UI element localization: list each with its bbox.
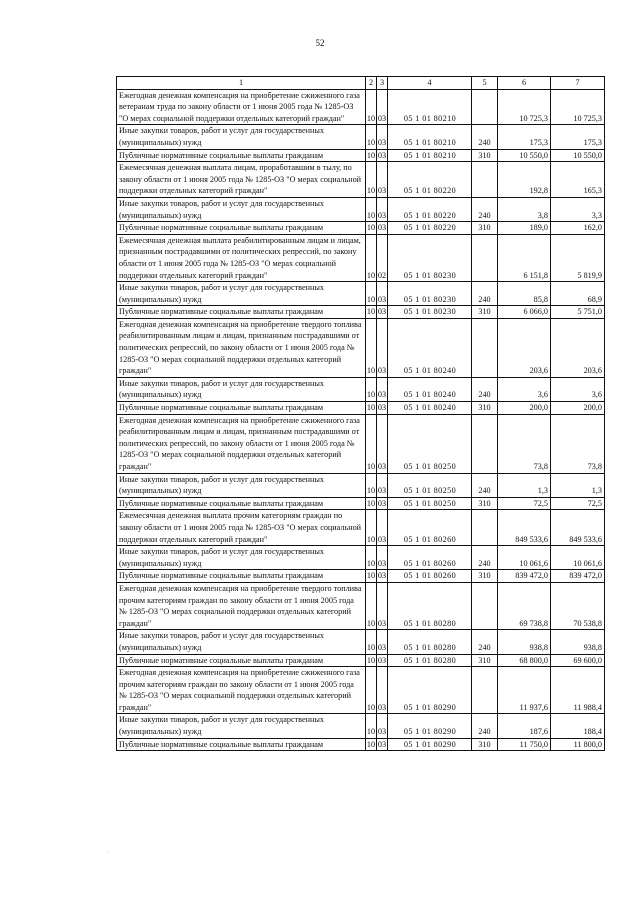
column-header: 2: [366, 77, 377, 90]
cell-target-article: 05 1 01 80250: [388, 497, 472, 510]
cell-target-article: 05 1 01 80290: [388, 738, 472, 751]
row-description: Ежемесячная денежная выплата реабилитированным лицам и лицам, признанным пострадавшими от политических репрессий, по закону области от 1 июня 2005 года № 1285-ОЗ "О мерах социальной поддержки отдельных категорий граждан": [117, 234, 366, 281]
cell-subsection: 03: [377, 149, 388, 162]
cell-amount-year1: 6 151,8: [498, 234, 551, 281]
column-header: 3: [377, 77, 388, 90]
cell-target-article: 05 1 01 80230: [388, 234, 472, 281]
cell-amount-year2: 72,5: [551, 497, 605, 510]
cell-amount-year2: 70 538,8: [551, 582, 605, 629]
cell-amount-year1: 839 472,0: [498, 570, 551, 583]
row-description: Ежемесячная денежная выплата лицам, проработавшим в тылу, по закону области от 1 июня 2005 года № 1285-ОЗ "О мерах социальной поддержки отдельных категорий граждан": [117, 162, 366, 198]
cell-expense-type: 310: [472, 497, 498, 510]
cell-expense-type: 240: [472, 714, 498, 738]
cell-section: 10: [366, 738, 377, 751]
cell-section: 10: [366, 546, 377, 570]
table-row: [117, 222, 605, 235]
cell-target-article: 05 1 01 80210: [388, 149, 472, 162]
row-description: Ежегодная денежная компенсация на приобретение твердого топлива реабилитированным лицам и лицам, признанным пострадавшими от политических репрессий, по закону области от 1 июня 2005 года № 1285-ОЗ "О мерах социальной поддержки отдельных категорий граждан": [117, 318, 366, 377]
cell-section: 10: [366, 510, 377, 546]
cell-amount-year2: 849 533,6: [551, 510, 605, 546]
cell-amount-year2: 69 600,0: [551, 654, 605, 667]
cell-section: 10: [366, 89, 377, 125]
column-header: 1: [117, 77, 366, 90]
cell-section: 10: [366, 149, 377, 162]
cell-amount-year2: 3,6: [551, 377, 605, 401]
cell-expense-type: 310: [472, 570, 498, 583]
budget-table: [116, 76, 605, 751]
table-row: [117, 89, 605, 125]
cell-section: 10: [366, 497, 377, 510]
row-description: Ежегодная денежная компенсация на приобретение сжиженного газа реабилитированным лицам и лицам, признанным пострадавшими от политических репрессий, по закону области от 1 июня 2005 года № 1285-ОЗ "О мерах социальной поддержки отдельных категорий граждан": [117, 414, 366, 473]
table-row: [117, 234, 605, 281]
cell-section: 10: [366, 582, 377, 629]
cell-expense-type: [472, 414, 498, 473]
cell-subsection: 03: [377, 197, 388, 221]
cell-target-article: 05 1 01 80250: [388, 473, 472, 497]
cell-amount-year2: 188,4: [551, 714, 605, 738]
cell-expense-type: 240: [472, 630, 498, 654]
cell-subsection: 03: [377, 402, 388, 415]
cell-section: 10: [366, 318, 377, 377]
cell-amount-year1: 6 066,0: [498, 306, 551, 319]
cell-target-article: 05 1 01 80210: [388, 89, 472, 125]
cell-subsection: 03: [377, 473, 388, 497]
table-row: [117, 306, 605, 319]
cell-subsection: 03: [377, 630, 388, 654]
cell-expense-type: 310: [472, 402, 498, 415]
cell-expense-type: 310: [472, 306, 498, 319]
cell-subsection: 03: [377, 714, 388, 738]
cell-subsection: 03: [377, 282, 388, 306]
cell-amount-year2: 3,3: [551, 197, 605, 221]
cell-amount-year1: 203,6: [498, 318, 551, 377]
cell-amount-year2: 11 800,0: [551, 738, 605, 751]
cell-subsection: 03: [377, 667, 388, 714]
row-description: Публичные нормативные социальные выплаты гражданам: [117, 654, 366, 667]
row-description: Иные закупки товаров, работ и услуг для государственных (муниципальных) нужд: [117, 546, 366, 570]
cell-amount-year2: 10 061,6: [551, 546, 605, 570]
cell-amount-year2: 200,0: [551, 402, 605, 415]
column-header: 5: [472, 77, 498, 90]
cell-target-article: 05 1 01 80230: [388, 282, 472, 306]
cell-amount-year2: 165,3: [551, 162, 605, 198]
table-row: [117, 714, 605, 738]
cell-section: 10: [366, 377, 377, 401]
cell-subsection: 03: [377, 222, 388, 235]
cell-target-article: 05 1 01 80260: [388, 570, 472, 583]
table-row: [117, 497, 605, 510]
cell-section: 10: [366, 306, 377, 319]
cell-amount-year2: 10 725,3: [551, 89, 605, 125]
table-row: [117, 162, 605, 198]
table-row: [117, 377, 605, 401]
row-description: Иные закупки товаров, работ и услуг для государственных (муниципальных) нужд: [117, 282, 366, 306]
row-description: Публичные нормативные социальные выплаты гражданам: [117, 497, 366, 510]
cell-amount-year1: 3,8: [498, 197, 551, 221]
row-description: Иные закупки товаров, работ и услуг для государственных (муниципальных) нужд: [117, 125, 366, 149]
cell-subsection: 03: [377, 89, 388, 125]
cell-target-article: 05 1 01 80240: [388, 318, 472, 377]
header-row: [117, 77, 605, 90]
cell-expense-type: [472, 89, 498, 125]
cell-target-article: 05 1 01 80290: [388, 714, 472, 738]
cell-expense-type: [472, 318, 498, 377]
row-description: Иные закупки товаров, работ и услуг для государственных (муниципальных) нужд: [117, 377, 366, 401]
row-description: Иные закупки товаров, работ и услуг для государственных (муниципальных) нужд: [117, 197, 366, 221]
cell-section: 10: [366, 197, 377, 221]
cell-target-article: 05 1 01 80280: [388, 654, 472, 667]
cell-subsection: 03: [377, 497, 388, 510]
cell-target-article: 05 1 01 80260: [388, 510, 472, 546]
cell-subsection: 03: [377, 306, 388, 319]
cell-amount-year1: 1,3: [498, 473, 551, 497]
table-row: [117, 414, 605, 473]
cell-target-article: 05 1 01 80220: [388, 222, 472, 235]
cell-amount-year1: 849 533,6: [498, 510, 551, 546]
cell-subsection: 03: [377, 414, 388, 473]
cell-target-article: 05 1 01 80230: [388, 306, 472, 319]
table-row: [117, 282, 605, 306]
cell-section: 10: [366, 414, 377, 473]
table-row: [117, 318, 605, 377]
cell-amount-year2: 11 988,4: [551, 667, 605, 714]
table-row: [117, 570, 605, 583]
cell-amount-year2: 839 472,0: [551, 570, 605, 583]
cell-section: 10: [366, 714, 377, 738]
cell-amount-year2: 203,6: [551, 318, 605, 377]
row-description: Публичные нормативные социальные выплаты гражданам: [117, 306, 366, 319]
cell-expense-type: 310: [472, 149, 498, 162]
cell-amount-year1: 189,0: [498, 222, 551, 235]
row-description: Публичные нормативные социальные выплаты гражданам: [117, 222, 366, 235]
cell-subsection: 03: [377, 570, 388, 583]
cell-expense-type: 310: [472, 222, 498, 235]
cell-expense-type: [472, 162, 498, 198]
cell-section: 10: [366, 473, 377, 497]
table-row: [117, 582, 605, 629]
cell-subsection: 02: [377, 234, 388, 281]
cell-expense-type: 240: [472, 197, 498, 221]
table-body: [117, 77, 605, 751]
table-row: [117, 197, 605, 221]
table-row: [117, 149, 605, 162]
cell-amount-year1: 69 738,8: [498, 582, 551, 629]
cell-amount-year2: 175,3: [551, 125, 605, 149]
cell-target-article: 05 1 01 80210: [388, 125, 472, 149]
row-description: Публичные нормативные социальные выплаты гражданам: [117, 402, 366, 415]
cell-target-article: 05 1 01 80280: [388, 630, 472, 654]
cell-target-article: 05 1 01 80220: [388, 197, 472, 221]
cell-amount-year2: 938,8: [551, 630, 605, 654]
cell-expense-type: [472, 582, 498, 629]
cell-subsection: 03: [377, 582, 388, 629]
cell-subsection: 03: [377, 318, 388, 377]
cell-subsection: 03: [377, 738, 388, 751]
table-row: [117, 630, 605, 654]
cell-amount-year1: 3,6: [498, 377, 551, 401]
cell-subsection: 03: [377, 546, 388, 570]
cell-amount-year2: 10 550,0: [551, 149, 605, 162]
row-description: Иные закупки товаров, работ и услуг для государственных (муниципальных) нужд: [117, 630, 366, 654]
cell-expense-type: 240: [472, 125, 498, 149]
cell-section: 10: [366, 654, 377, 667]
cell-target-article: 05 1 01 80240: [388, 377, 472, 401]
table-row: [117, 125, 605, 149]
cell-amount-year1: 68 800,0: [498, 654, 551, 667]
cell-amount-year1: 200,0: [498, 402, 551, 415]
scan-mark: ·: [106, 850, 108, 856]
cell-amount-year1: 11 750,0: [498, 738, 551, 751]
table-row: [117, 667, 605, 714]
cell-amount-year2: 5 751,0: [551, 306, 605, 319]
cell-section: 10: [366, 125, 377, 149]
cell-section: 10: [366, 667, 377, 714]
cell-expense-type: 310: [472, 738, 498, 751]
row-description: Ежегодная денежная компенсация на приобретение сжиженного газа прочим категориям граждан по закону области от 1 июня 2005 года № 1285-ОЗ "О мерах социальной поддержки отдельных категорий граждан": [117, 667, 366, 714]
cell-amount-year2: 68,9: [551, 282, 605, 306]
table-row: [117, 473, 605, 497]
cell-expense-type: [472, 510, 498, 546]
cell-amount-year1: 10 725,3: [498, 89, 551, 125]
cell-amount-year1: 11 937,6: [498, 667, 551, 714]
cell-section: 10: [366, 630, 377, 654]
cell-section: 10: [366, 402, 377, 415]
cell-expense-type: 240: [472, 282, 498, 306]
row-description: Иные закупки товаров, работ и услуг для государственных (муниципальных) нужд: [117, 714, 366, 738]
cell-amount-year1: 73,8: [498, 414, 551, 473]
column-header: 4: [388, 77, 472, 90]
cell-amount-year1: 10 061,6: [498, 546, 551, 570]
cell-amount-year1: 192,8: [498, 162, 551, 198]
cell-expense-type: 310: [472, 654, 498, 667]
row-description: Ежегодная денежная компенсация на приобретение сжиженного газа ветеранам труда по закону области от 1 июня 2005 года № 1285-ОЗ "О мерах социальной поддержки отдельных категорий граждан": [117, 89, 366, 125]
table-row: [117, 738, 605, 751]
page-number: 52: [315, 38, 325, 48]
cell-section: 10: [366, 234, 377, 281]
cell-expense-type: 240: [472, 546, 498, 570]
cell-expense-type: [472, 667, 498, 714]
row-description: Ежегодная денежная компенсация на приобретение твердого топлива прочим категориям граждан по закону области от 1 июня 2005 года № 1285-ОЗ "О мерах социальной поддержки отдельных категорий граждан": [117, 582, 366, 629]
cell-amount-year2: 1,3: [551, 473, 605, 497]
row-description: Ежемесячная денежная выплата прочим категориям граждан по закону области от 1 июня 2005 года № 1285-ОЗ "О мерах социальной поддержки отдельных категорий граждан": [117, 510, 366, 546]
cell-amount-year1: 85,8: [498, 282, 551, 306]
cell-target-article: 05 1 01 80250: [388, 414, 472, 473]
cell-target-article: 05 1 01 80220: [388, 162, 472, 198]
table-row: [117, 402, 605, 415]
cell-section: 10: [366, 222, 377, 235]
cell-amount-year1: 10 550,0: [498, 149, 551, 162]
cell-section: 10: [366, 570, 377, 583]
cell-target-article: 05 1 01 80280: [388, 582, 472, 629]
row-description: Публичные нормативные социальные выплаты гражданам: [117, 149, 366, 162]
cell-amount-year1: 175,3: [498, 125, 551, 149]
cell-expense-type: [472, 234, 498, 281]
cell-subsection: 03: [377, 125, 388, 149]
row-description: Публичные нормативные социальные выплаты гражданам: [117, 738, 366, 751]
cell-target-article: 05 1 01 80240: [388, 402, 472, 415]
cell-subsection: 03: [377, 654, 388, 667]
cell-section: 10: [366, 282, 377, 306]
table-row: [117, 510, 605, 546]
row-description: Иные закупки товаров, работ и услуг для государственных (муниципальных) нужд: [117, 473, 366, 497]
table-row: [117, 546, 605, 570]
cell-section: 10: [366, 162, 377, 198]
cell-amount-year2: 73,8: [551, 414, 605, 473]
column-header: 6: [498, 77, 551, 90]
cell-subsection: 03: [377, 162, 388, 198]
cell-expense-type: 240: [472, 377, 498, 401]
cell-amount-year1: 187,6: [498, 714, 551, 738]
cell-amount-year2: 162,0: [551, 222, 605, 235]
cell-amount-year1: 938,8: [498, 630, 551, 654]
cell-target-article: 05 1 01 80290: [388, 667, 472, 714]
column-header: 7: [551, 77, 605, 90]
cell-amount-year2: 5 819,9: [551, 234, 605, 281]
cell-target-article: 05 1 01 80260: [388, 546, 472, 570]
cell-amount-year1: 72,5: [498, 497, 551, 510]
row-description: Публичные нормативные социальные выплаты гражданам: [117, 570, 366, 583]
cell-subsection: 03: [377, 510, 388, 546]
table-row: [117, 654, 605, 667]
cell-subsection: 03: [377, 377, 388, 401]
cell-expense-type: 240: [472, 473, 498, 497]
